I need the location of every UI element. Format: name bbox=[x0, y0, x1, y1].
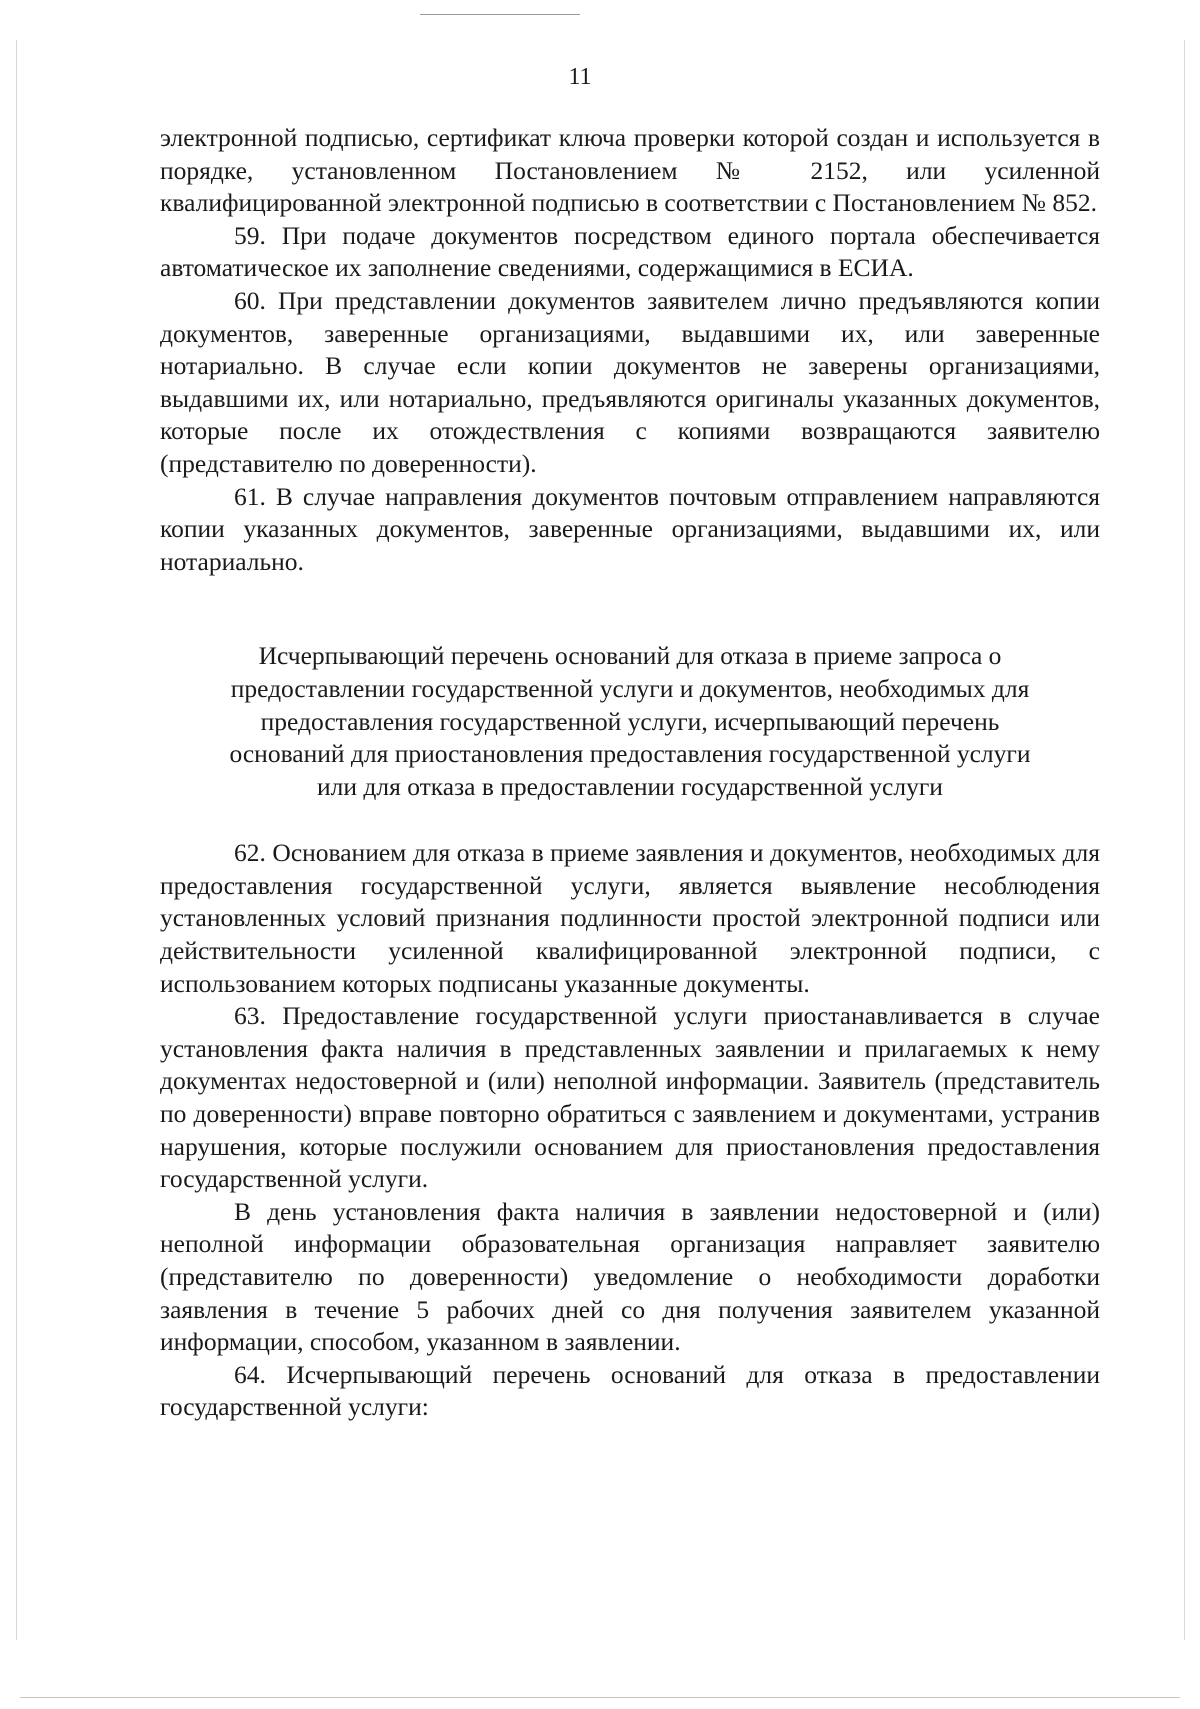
section-heading-line: предоставления государственной услуги, исчерпывающий перечень bbox=[260, 706, 1000, 736]
spacer bbox=[160, 578, 1100, 640]
section-heading bbox=[160, 640, 1100, 803]
paragraph-62: 62. Основанием для отказа в приеме заявления и документов, необходимых для предоставления государственной услуги, является выявление несоблюдения установленных условий признания подлинности простой электронной подписи или действительности усиленной квалифицированной электронной подписи, с использованием которых подписаны указанные документы. bbox=[160, 838, 1100, 998]
paragraph-59: 59. При подаче документов посредством единого портала обеспечивается автоматическое их заполнение сведениями, содержащимися в ЕСИА. bbox=[160, 220, 1100, 283]
spacer bbox=[160, 803, 1100, 837]
paragraph-64: 64. Исчерпывающий перечень оснований для отказа в предоставлении государственной услуги: bbox=[160, 1359, 1100, 1422]
paragraph-63-notice: В день установления факта наличия в заявлении недостоверной и (или) неполной информации образовательная организация направляет заявителю (представителю по доверенности) уведомление о необходимости доработки заявления в течение 5 рабочих дней со дня получения заявителем указанной информации, способом, указанном в заявлении. bbox=[160, 1196, 1100, 1357]
section-heading-line: или для отказа в предоставлении государственной услуги bbox=[317, 771, 943, 801]
paragraph-61: 61. В случае направления документов почтовым отправлением направляются копии указанных документов, заверенные организациями, выдавшими их, или нотариально. bbox=[160, 481, 1100, 576]
section-heading-line: предоставлении государственной услуги и документов, необходимых для bbox=[230, 673, 1030, 703]
document-body bbox=[160, 122, 1100, 1424]
section-heading-line: оснований для приостановления предоставления государственной услуги bbox=[229, 739, 1031, 769]
page-number: 11 bbox=[568, 64, 592, 90]
section-heading-line: Исчерпывающий перечень оснований для отказа в приеме запроса о bbox=[258, 641, 1002, 671]
scan-edge-right bbox=[1184, 40, 1185, 1640]
scan-artifact-top bbox=[420, 14, 580, 15]
scan-edge-left bbox=[16, 40, 17, 1640]
scan-artifact-bottom bbox=[20, 1697, 1180, 1698]
paragraph-63: 63. Предоставление государственной услуги приостанавливается в случае установления факта наличия в представленных заявлении и прилагаемых к нему документах недостоверной и (или) неполной информации. Заявитель (представитель по доверенности) вправе повторно обратиться с заявлением и документами, устранив нарушения, которые послужили основанием для приостановления предоставления государственной услуги. bbox=[160, 1001, 1100, 1194]
paragraph-60: 60. При представлении документов заявителем лично предъявляются копии документов, заверенные организациями, выдавшими их, или заверенные нотариально. В случае если копии документов не заверены организациями, выдавшими их, или нотариально, предъявляются оригиналы указанных документов, которые после их отождествления с копиями возвращаются заявителю (представителю по доверенности). bbox=[160, 285, 1100, 478]
paragraph-58-continued: электронной подписью, сертификат ключа проверки которой создан и используется в порядке, установленном Постановлением № 2152, или усиленной квалифицированной электронной подписью в соответствии с Постановлением № 852. bbox=[160, 123, 1100, 218]
